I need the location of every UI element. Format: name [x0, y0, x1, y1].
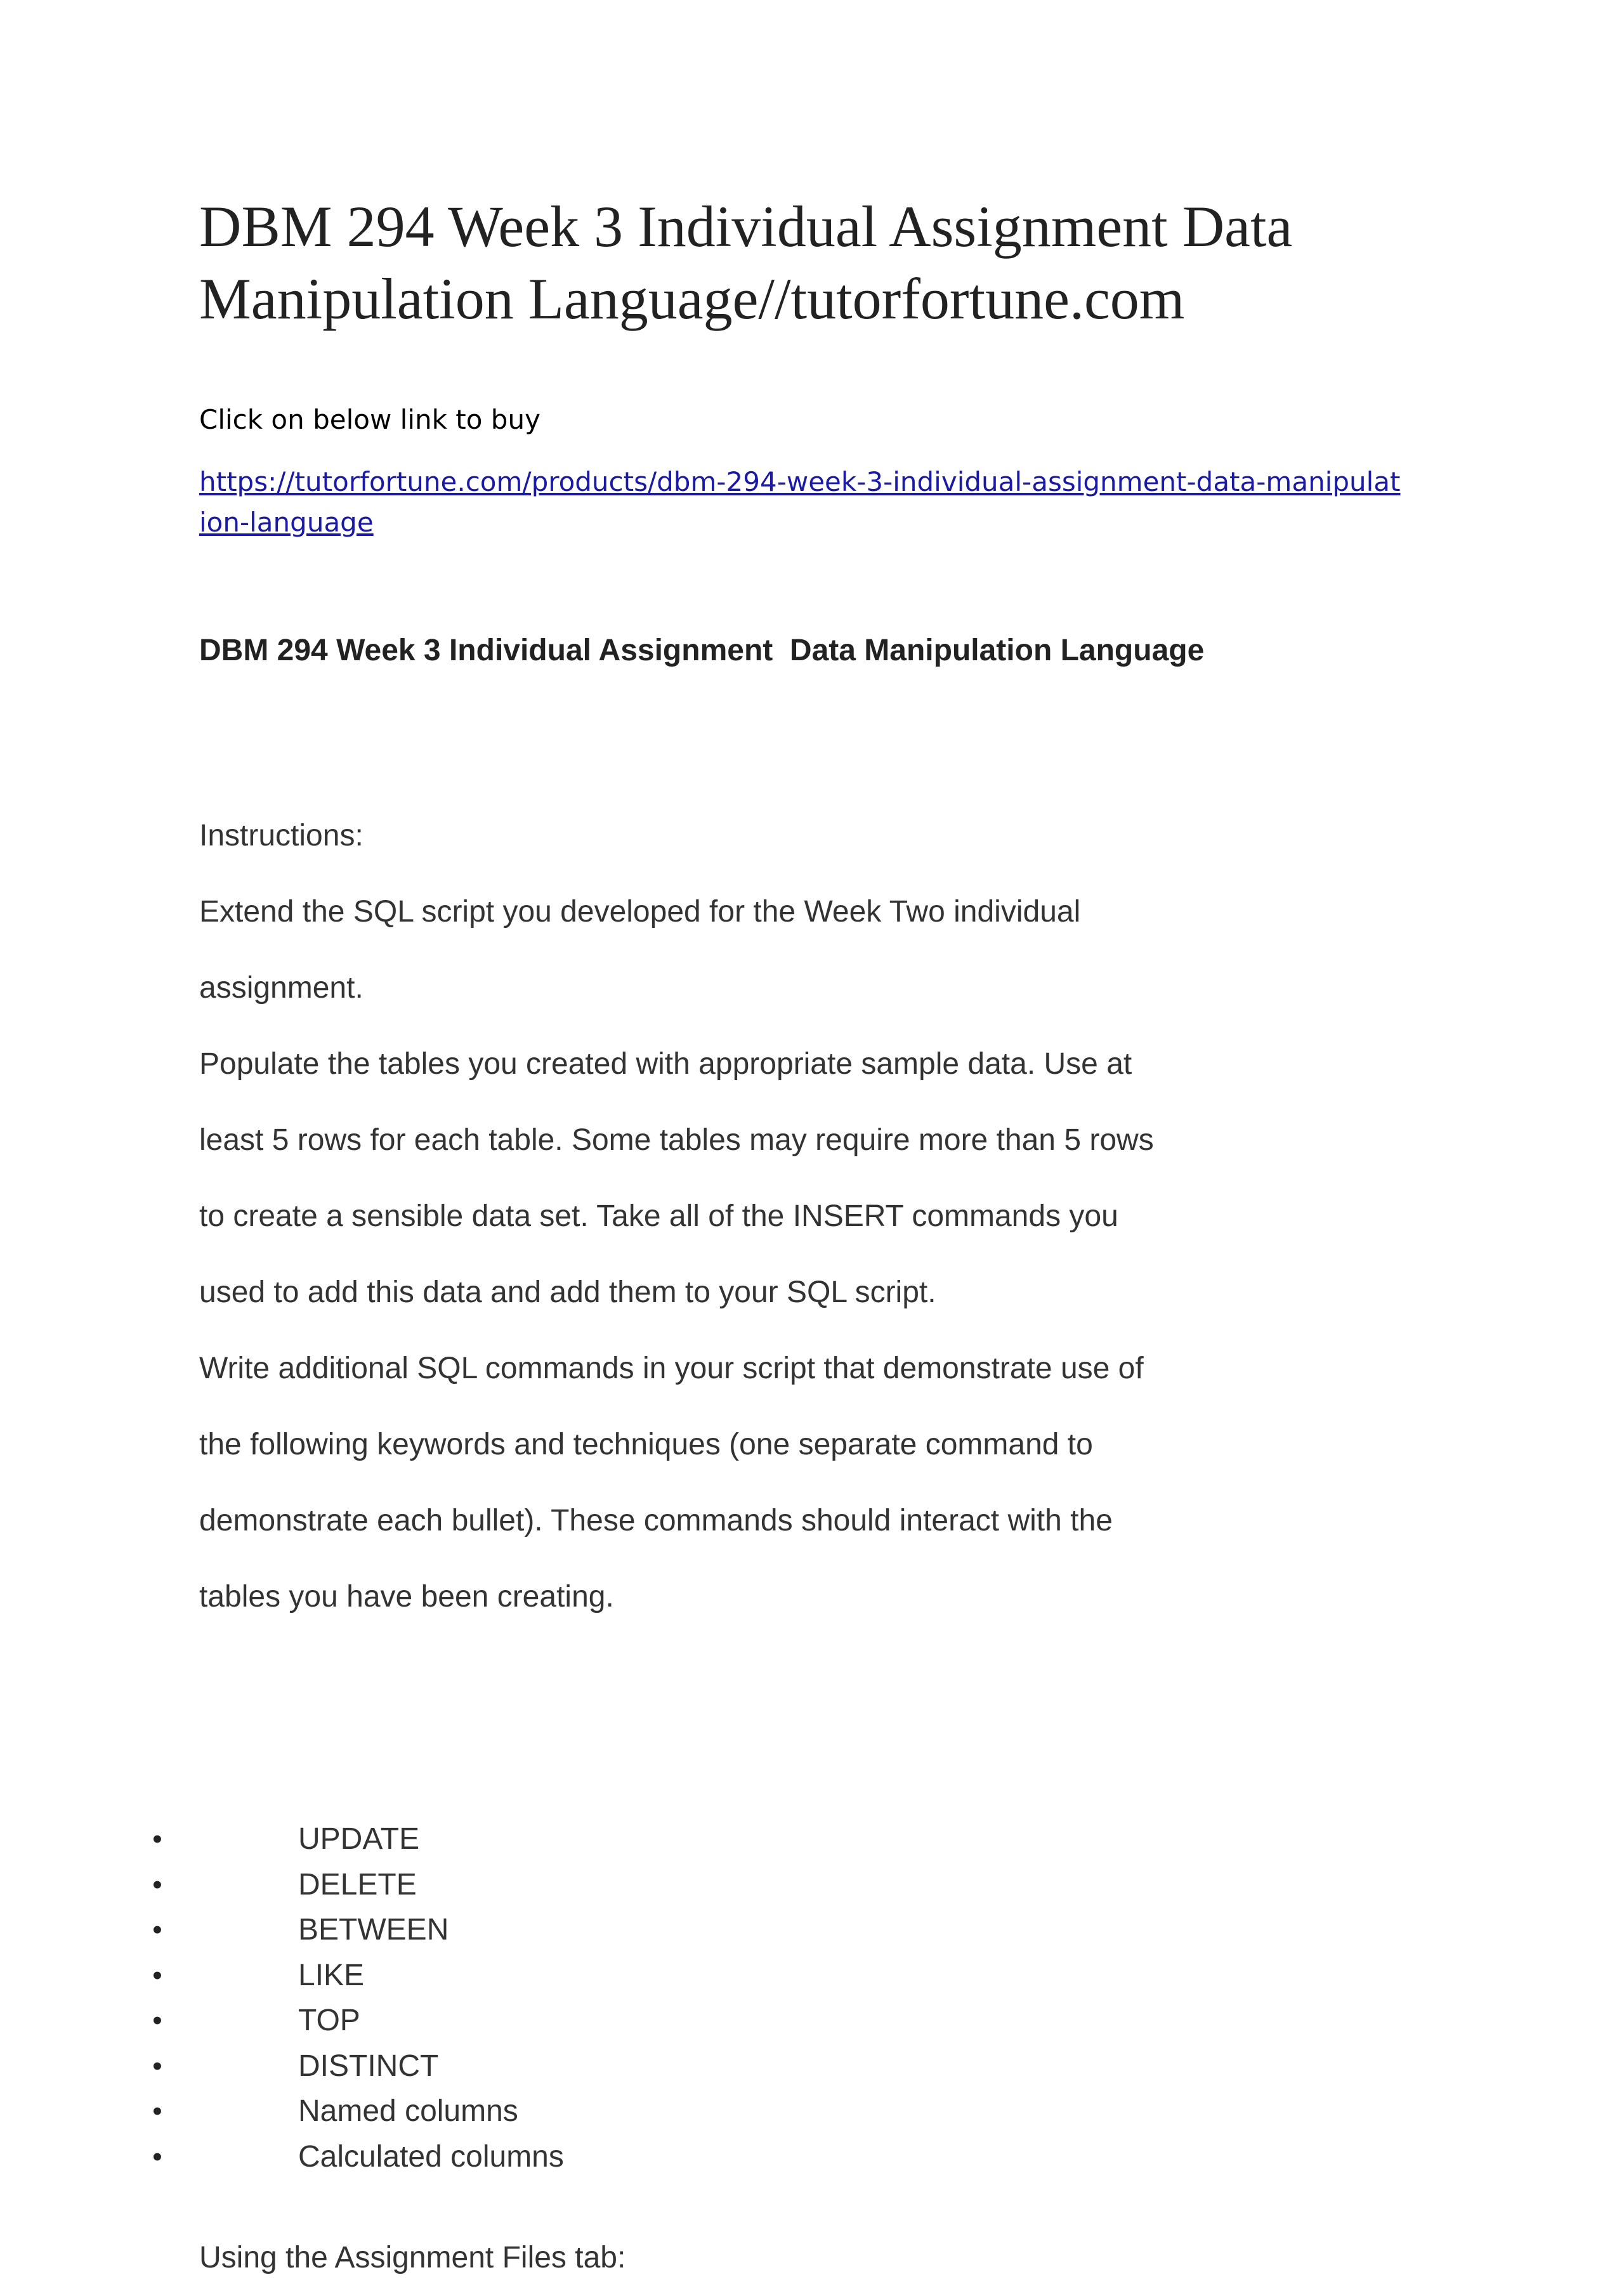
bullet-label: Calculated columns	[298, 2139, 564, 2174]
bullet-icon: •	[152, 1959, 162, 1991]
document-title-line-2: Manipulation Language//tutorfortune.com	[199, 266, 1185, 331]
bullet-label: TOP	[298, 2004, 360, 2037]
bullet-icon: •	[152, 1869, 162, 1900]
paragraph-line: demonstrate each bullet). These commands should interact with the	[199, 1504, 1113, 1537]
bullet-label: LIKE	[298, 1958, 365, 1992]
document-title-line-1: DBM 294 Week 3 Individual Assignment Data	[199, 194, 1293, 259]
bullet-icon: •	[152, 2005, 162, 2036]
buy-prompt: Click on below link to buy	[199, 404, 540, 435]
bullet-label: Named columns	[298, 2094, 518, 2128]
bullet-label: BETWEEN	[298, 1913, 449, 1947]
paragraph-line: used to add this data and add them to your SQL script.	[199, 1275, 936, 1309]
paragraph-line: Write additional SQL commands in your script that demonstrate use of	[199, 1352, 1144, 1385]
paragraph-line: the following keywords and techniques (one separate command to	[199, 1428, 1093, 1461]
section-heading: DBM 294 Week 3 Individual Assignment Data Manipulation Language	[199, 634, 1205, 667]
bullet-label: UPDATE	[298, 1822, 420, 1856]
bullet-icon: •	[152, 1914, 162, 1945]
bullet-icon: •	[152, 1823, 162, 1855]
bullet-icon: •	[152, 2050, 162, 2082]
instructions-paragraph	[199, 874, 1278, 1635]
bullet-icon: •	[152, 2096, 162, 2127]
paragraph-line: Extend the SQL script you developed for the Week Two individual	[199, 895, 1081, 929]
paragraph-line: least 5 rows for each table. Some tables may require more than 5 rows	[199, 1123, 1154, 1157]
closing-line: Using the Assignment Files tab:	[199, 2241, 626, 2274]
paragraph-line: assignment.	[199, 971, 363, 1005]
product-link[interactable]: https://tutorfortune.com/products/dbm-294-week-3-individual-assignment-data-manipulation-language	[199, 466, 1401, 538]
paragraph-line: tables you have been creating.	[199, 1580, 614, 1614]
bullet-icon: •	[152, 2141, 162, 2172]
instructions-label: Instructions:	[199, 819, 363, 852]
bullet-label: DELETE	[298, 1867, 417, 1901]
paragraph-line: Populate the tables you created with appropriate sample data. Use at	[199, 1047, 1132, 1081]
paragraph-line: to create a sensible data set. Take all of the INSERT commands you	[199, 1199, 1118, 1233]
document-content	[152, 190, 1468, 2274]
bullet-label: DISTINCT	[298, 2049, 439, 2083]
document-title	[199, 190, 1443, 335]
